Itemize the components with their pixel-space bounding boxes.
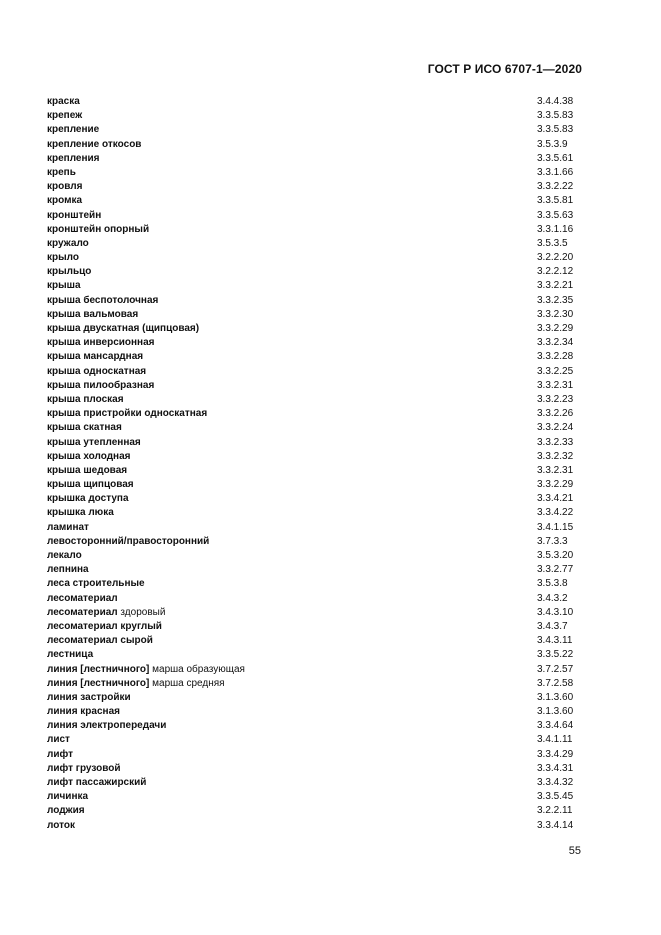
index-reference: 3.3.5.61 xyxy=(537,152,574,164)
index-entry xyxy=(47,535,582,549)
index-entry xyxy=(47,209,582,223)
index-term-main: крыша утепленная xyxy=(47,436,141,448)
index-term-main: лист xyxy=(47,734,70,746)
index-term-main: линия застройки xyxy=(47,691,131,703)
index-term-main: крышка люка xyxy=(47,507,114,519)
index-entry xyxy=(47,123,582,137)
index-term-main: крыша вальмовая xyxy=(47,308,139,320)
index-term-main: крыша xyxy=(47,280,81,292)
index-entry xyxy=(47,648,582,662)
index-reference: 3.3.4.14 xyxy=(537,819,574,831)
index-entry xyxy=(47,719,582,733)
index-entry xyxy=(47,365,582,379)
index-term-main: крепление xyxy=(47,124,100,136)
index-term xyxy=(47,336,155,350)
index-term-main: кронштейн xyxy=(47,209,102,221)
index-reference: 3.3.2.33 xyxy=(537,436,574,448)
index-term-suffix: здоровый xyxy=(117,606,166,618)
index-term-main: крыша инверсионная xyxy=(47,337,155,349)
index-term xyxy=(47,194,82,208)
index-term xyxy=(47,407,207,421)
index-reference: 3.3.4.22 xyxy=(537,507,574,519)
index-term-main: крыльцо xyxy=(47,266,92,278)
index-entry xyxy=(47,109,582,123)
index-term-main: лесоматериал xyxy=(47,606,118,618)
index-reference: 3.3.2.26 xyxy=(537,408,574,420)
index-reference: 3.3.2.25 xyxy=(537,365,574,377)
index-reference: 3.7.2.58 xyxy=(537,677,574,689)
index-entry xyxy=(47,790,582,804)
index-term-main: крепления xyxy=(47,152,100,164)
index-term-main: лифт пассажирский xyxy=(47,777,147,788)
index-reference: 3.5.3.20 xyxy=(537,550,574,561)
index-entry xyxy=(47,464,582,478)
index-term-main: крыша щипцовая xyxy=(47,479,134,491)
index-term xyxy=(47,733,70,747)
index-reference: 3.3.2.34 xyxy=(537,337,574,349)
index-term-main: крыша мансардная xyxy=(47,351,144,363)
index-reference: 3.3.5.81 xyxy=(537,195,574,207)
index-term xyxy=(47,265,91,279)
index-term-main: лесоматериал сырой xyxy=(47,635,153,647)
index-term xyxy=(47,223,149,237)
index-reference: 3.1.3.60 xyxy=(537,691,574,703)
index-term xyxy=(47,322,199,336)
index-reference: 3.3.4.64 xyxy=(537,720,574,732)
index-entry xyxy=(47,492,582,506)
index-entry xyxy=(47,223,582,237)
index-reference: 3.3.4.21 xyxy=(537,493,574,505)
index-term-main: кромка xyxy=(47,195,83,207)
document-header: ГОСТ Р ИСО 6707-1—2020 xyxy=(427,62,582,76)
index-term-main: линия электропередачи xyxy=(47,720,167,732)
index-term xyxy=(47,95,80,109)
index-entry xyxy=(47,549,582,563)
index-entry xyxy=(47,194,582,208)
index-term xyxy=(47,819,75,833)
index-reference: 3.2.2.20 xyxy=(537,252,574,264)
index-reference: 3.4.3.7 xyxy=(537,620,568,632)
index-term-suffix: марша образующая xyxy=(149,663,245,675)
index-entry xyxy=(47,663,582,677)
index-entry xyxy=(47,322,582,336)
index-entry xyxy=(47,478,582,492)
index-reference: 3.7.2.57 xyxy=(537,663,574,675)
index-entry xyxy=(47,407,582,421)
index-entry xyxy=(47,577,582,591)
index-reference: 3.3.2.28 xyxy=(537,351,574,363)
index-term-main: лоток xyxy=(47,819,75,831)
index-term xyxy=(47,393,124,407)
index-reference: 3.2.2.11 xyxy=(537,805,573,817)
index-term-main: крыша пристройки односкатная xyxy=(47,408,208,420)
index-reference: 3.4.1.15 xyxy=(537,521,574,533)
index-term-main: лекало xyxy=(47,550,82,561)
index-term xyxy=(47,549,82,563)
index-term xyxy=(47,535,209,549)
index-term xyxy=(47,251,79,265)
index-term-main: крыша односкатная xyxy=(47,365,147,377)
index-term xyxy=(47,691,131,705)
index-reference: 3.3.2.22 xyxy=(537,181,574,193)
index-entry xyxy=(47,563,582,577)
index-term xyxy=(47,790,88,804)
index-term-main: линия [лестничного] xyxy=(47,663,150,675)
index-term-main: линия красная xyxy=(47,706,120,718)
index-reference: 3.4.3.11 xyxy=(537,635,573,647)
index-term xyxy=(47,209,101,223)
index-reference: 3.3.2.31 xyxy=(537,379,574,391)
index-term-main: лестница xyxy=(47,649,94,661)
index-term-main: крыша беспотолочная xyxy=(47,294,159,306)
index-entry xyxy=(47,521,582,535)
index-term xyxy=(47,436,141,450)
index-term-main: левосторонний/правосторонний xyxy=(47,535,210,547)
index-reference: 3.3.5.45 xyxy=(537,791,574,803)
index-term-main: крепь xyxy=(47,166,76,178)
index-term-main: кровля xyxy=(47,181,83,193)
index-reference: 3.3.2.23 xyxy=(537,393,574,405)
index-term xyxy=(47,705,120,719)
index-entry xyxy=(47,691,582,705)
index-term xyxy=(47,450,130,464)
index-term xyxy=(47,776,146,790)
index-entry xyxy=(47,677,582,691)
index-entry xyxy=(47,180,582,194)
index-entry xyxy=(47,251,582,265)
index-reference: 3.5.3.9 xyxy=(537,138,568,150)
page-number: 55 xyxy=(568,845,581,857)
index-term xyxy=(47,109,82,123)
index-reference: 3.7.3.3 xyxy=(537,535,568,547)
index-reference: 3.4.4.38 xyxy=(537,96,574,107)
index-term-main: кронштейн опорный xyxy=(47,223,150,235)
index-term xyxy=(47,464,127,478)
index-reference: 3.3.5.83 xyxy=(537,110,574,122)
index-entry xyxy=(47,393,582,407)
index-term xyxy=(47,634,153,648)
index-term-main: личинка xyxy=(47,791,89,803)
index-reference: 3.2.2.12 xyxy=(537,266,574,278)
index-entry xyxy=(47,733,582,747)
index-term xyxy=(47,294,158,308)
index-term xyxy=(47,279,81,293)
index-reference: 3.3.4.31 xyxy=(537,762,574,774)
index-entry xyxy=(47,336,582,350)
index-term xyxy=(47,748,73,762)
index-reference: 3.4.3.10 xyxy=(537,606,574,618)
index-term xyxy=(47,521,89,535)
index-entry xyxy=(47,634,582,648)
index-term-main: лоджия xyxy=(47,805,85,817)
index-term-main: крепеж xyxy=(47,110,83,122)
index-term xyxy=(47,180,82,194)
index-entry xyxy=(47,592,582,606)
index-entry xyxy=(47,450,582,464)
index-term-main: лесоматериал xyxy=(47,592,118,604)
index-entry xyxy=(47,265,582,279)
index-term-main: крышка доступа xyxy=(47,493,129,505)
index-term xyxy=(47,506,114,520)
index-term-main: крыша холодная xyxy=(47,450,131,462)
index-reference: 3.3.5.63 xyxy=(537,209,574,221)
index-term xyxy=(47,308,138,322)
index-entry xyxy=(47,748,582,762)
index-term xyxy=(47,592,118,606)
index-term xyxy=(47,138,141,152)
index-reference: 3.3.2.32 xyxy=(537,450,574,462)
index-term xyxy=(47,577,145,591)
index-entry xyxy=(47,379,582,393)
index-term-main: лепнина xyxy=(47,564,89,576)
index-term-main: крыша шедовая xyxy=(47,464,128,476)
index-term xyxy=(47,804,85,818)
index-reference: 3.4.1.11 xyxy=(537,734,573,746)
index-reference: 3.1.3.60 xyxy=(537,706,574,718)
index-reference: 3.5.3.5 xyxy=(537,237,568,249)
index-reference: 3.3.2.24 xyxy=(537,422,574,434)
index-reference: 3.3.2.31 xyxy=(537,464,574,476)
index-term xyxy=(47,648,93,662)
index-reference: 3.3.4.29 xyxy=(537,748,574,760)
index-entry xyxy=(47,308,582,322)
index-entry xyxy=(47,776,582,790)
index-reference: 3.3.5.22 xyxy=(537,649,574,661)
index-term xyxy=(47,719,166,733)
index-term-suffix: марша средняя xyxy=(149,677,225,689)
index-reference: 3.3.2.29 xyxy=(537,479,574,491)
index-term-main: линия [лестничного] xyxy=(47,677,150,689)
index-entry xyxy=(47,279,582,293)
index-entry xyxy=(47,237,582,251)
index-reference: 3.3.4.32 xyxy=(537,777,574,788)
index-entry xyxy=(47,166,582,180)
index-entry xyxy=(47,436,582,450)
index-entry xyxy=(47,95,582,109)
index-term-main: лесоматериал круглый xyxy=(47,620,162,632)
index-entry xyxy=(47,606,582,620)
index-term-main: леса строительные xyxy=(47,578,145,590)
index-term-main: крепление откосов xyxy=(47,138,142,150)
index-term-main: кружало xyxy=(47,237,89,249)
index-reference: 3.4.3.2 xyxy=(537,592,568,604)
index-entry xyxy=(47,819,582,833)
index-term-main: крыша скатная xyxy=(47,422,122,434)
index-term xyxy=(47,563,89,577)
index-entry xyxy=(47,506,582,520)
index-term-main: ламинат xyxy=(47,521,89,533)
index-term xyxy=(47,606,165,620)
index-entry xyxy=(47,294,582,308)
index-term xyxy=(47,237,89,251)
index-term-main: крыша пилообразная xyxy=(47,379,155,391)
index-term-main: краска xyxy=(47,96,80,107)
index-reference: 3.3.2.35 xyxy=(537,294,574,306)
index-term xyxy=(47,379,154,393)
index-reference: 3.3.1.16 xyxy=(537,223,574,235)
index-term xyxy=(47,421,122,435)
index-entry xyxy=(47,620,582,634)
index-term-main: крыша плоская xyxy=(47,393,124,405)
index-term xyxy=(47,620,162,634)
index-term xyxy=(47,663,245,677)
index-term xyxy=(47,762,120,776)
index-term xyxy=(47,365,146,379)
index-entry xyxy=(47,152,582,166)
index-term-main: лифт xyxy=(47,748,74,760)
index-reference: 3.3.2.30 xyxy=(537,308,574,320)
index-term-main: крыша двускатная (щипцовая) xyxy=(47,323,200,334)
index-reference: 3.5.3.8 xyxy=(537,578,568,590)
index-entry xyxy=(47,762,582,776)
index-term xyxy=(47,166,76,180)
index-term xyxy=(47,152,100,166)
index-reference: 3.3.5.83 xyxy=(537,124,574,136)
index-reference: 3.3.2.21 xyxy=(537,280,574,292)
index-term xyxy=(47,478,134,492)
index-term xyxy=(47,677,225,691)
index-entry xyxy=(47,350,582,364)
index-term xyxy=(47,350,143,364)
index-reference: 3.3.2.77 xyxy=(537,564,574,576)
alphabetical-index xyxy=(47,95,582,833)
index-entry xyxy=(47,138,582,152)
index-term xyxy=(47,123,99,137)
index-term-main: лифт грузовой xyxy=(47,762,121,774)
index-entry xyxy=(47,804,582,818)
index-reference: 3.3.1.66 xyxy=(537,166,574,178)
index-entry xyxy=(47,421,582,435)
index-reference: 3.3.2.29 xyxy=(537,323,574,334)
index-term-main: крыло xyxy=(47,252,79,264)
index-term xyxy=(47,492,129,506)
index-entry xyxy=(47,705,582,719)
